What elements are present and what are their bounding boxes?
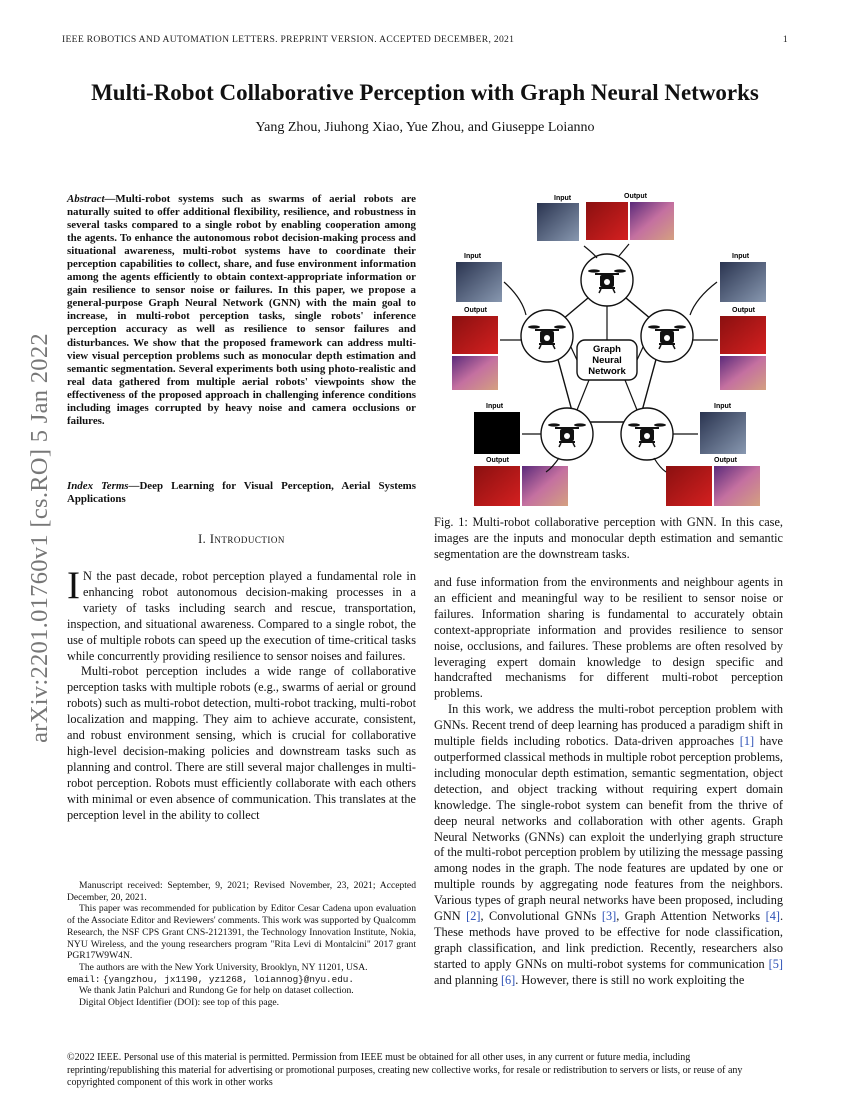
citation-link-6[interactable]: [6] — [500, 972, 516, 987]
citation-link-4[interactable]: [4] — [765, 909, 780, 924]
seg-output-left — [452, 356, 498, 390]
abstract — [67, 193, 416, 428]
citation-link-3[interactable]: [3] — [601, 909, 617, 924]
output-label-left: Output — [464, 307, 487, 314]
arrow-br-out — [654, 458, 666, 472]
depth-output-top — [586, 202, 628, 240]
arrow-left-in — [504, 282, 526, 315]
input-image-bl-occluded — [474, 412, 520, 454]
footnote-affiliation: The authors are with the New York University, Brooklyn, NY 11201, USA. — [79, 961, 368, 973]
drop-cap: I — [67, 564, 80, 607]
output-label-top: Output — [624, 193, 647, 200]
paper-title: Multi-Robot Collaborative Perception with Graph Neural Networks — [91, 80, 759, 105]
rp2-g: . However, there is still no work exploiting the — [515, 972, 745, 987]
depth-output-br — [666, 466, 712, 506]
rp2-a: In this work, we address the multi-robot perception problem with GNNs. Recent trend of deep learning has produced a paradigm shift in multiple fields including robotics. Data-driven approaches — [434, 702, 783, 749]
footnote-email — [67, 974, 416, 986]
intro-p1-text: N the past decade, robot perception played a fundamental role in enhancing robot autonomous decision-making processes in a variety of tasks including search and rescue, transportation, inspection, and situational awareness. Compared to a single robot, the use of multiple robots can speed up the execution of time-critical tasks while concurrently providing resilience to sensor noises and failures. — [67, 569, 416, 663]
drone-node-left — [521, 310, 573, 362]
seg-output-top — [630, 202, 674, 240]
abstract-text: —Multi-robot systems such as swarms of aerial robots are naturally suited to offer additional flexibility, resilience, and robustness in several tasks compared to a single robot by enabling cooperation among the agents. To enhance the autonomous robot decision-making process and situational awareness, multi-robot systems have to coordinate their perception capabilities to collect, share, and fuse environment information among the agents efficiently to obtain context-appropriate information or gain resilience to sensor noise or failures. In this paper, we propose a general-purpose Graph Neural Network (GNN) with the main goal to increase, in multi-robot perception tasks, single robots' inference perception accuracy as well as resilience to sensor failures and disturbances. We show that the proposed framework can address multi-view visual perception problems such as monocular depth estimation and semantic segmentation. Several experiments both using photo-realistic and real data gathered from multiple aerial robots' viewpoints show the effectiveness of the proposed approach in challenging inference conditions including images corrupted by heavy noise and camera occlusions or failures. — [67, 193, 416, 427]
input-image-top — [537, 203, 579, 241]
figure-caption: Fig. 1: Multi-robot collaborative perception with GNN. In this case, images are the inputs and monocular depth estimation and semantic segmentation are the downstream tasks. — [434, 515, 783, 561]
seg-output-br — [714, 466, 760, 506]
arxiv-id: arXiv:2201.01760v1 [cs.RO] 5 Jan 2022 — [26, 333, 53, 743]
running-header-text: IEEE ROBOTICS AND AUTOMATION LETTERS. PREPRINT VERSION. ACCEPTED DECEMBER, 2021 — [62, 34, 515, 45]
seg-output-bl — [522, 466, 568, 506]
arrow-top-in — [584, 246, 597, 258]
gnn-label-3: Network — [588, 366, 626, 377]
input-label-br: Input — [714, 403, 732, 410]
right-paragraph-1: and fuse information from the environments and neighbour agents in an efficient and meaningful way to be resilient to sensor noise or failures. Information sharing is fundamental to accurately obtain context-appropriate information and provides resilience to sensor noise, occlusions, and failures. These problems are often resolved by leveraging expert domain knowledge to design specific and handcrafted mechanisms for different multi-robot perception problems. — [434, 575, 783, 701]
arrow-top-out — [619, 244, 629, 256]
email-label: email: — [67, 973, 101, 985]
footnote-funding: This paper was recommended for publication by Editor Cesar Cadena upon evaluation of the Associate Editor and Reviewers' comments. This work was supported by Qualcomm Research, the NSF CPS Grant CNS-2121391, the Technology Innovation Institute, Nokia, NYU Wireless, and the young researchers program "Rita Levi di Montalcini" 2017 grant PGR17W9W4N. — [67, 903, 416, 962]
depth-output-left — [452, 316, 498, 354]
drone-node-bottom-right — [621, 408, 673, 460]
footnotes — [67, 880, 416, 1009]
citation-link-5[interactable]: [5] — [768, 956, 783, 971]
input-image-right — [720, 262, 766, 302]
index-terms — [67, 480, 416, 506]
section-title: Introduction — [209, 532, 285, 546]
section-number: I. — [198, 532, 207, 546]
input-image-br — [700, 412, 746, 454]
input-label-bl: Input — [486, 403, 504, 410]
drone-node-right — [641, 310, 693, 362]
rp2-b: have outperformed classical methods in multiple robot perception problems, including monocular depth estimation, semantic segmentation, object detection, and object tracking without requiring expert domain knowledge. The single-robot system can benefit from the thrive of deep neural networks and collaboration with other agents. Graph Neural Networks (GNNs) can exploit the underlying graph structure of the multi-robot perception problem by utilizing the message passing among nodes in the graph. The node features are updated by one or multiple rounds by aggregating node features from the neighbors. Various types of graph neural networks have been proposed, including GNN — [434, 734, 784, 924]
footnote-doi: Digital Object Identifier (DOI): see top of this page. — [79, 997, 280, 1009]
rp2-d: , Graph Attention Networks — [616, 909, 766, 924]
output-label-bl: Output — [486, 457, 509, 464]
seg-output-right — [720, 356, 766, 390]
copyright-notice: ©2022 IEEE. Personal use of this material is permitted. Permission from IEEE must be obtained for all other uses, in any current or future media, including reprinting/republishing this material for advertising or promotional purposes, creating new collective works, for resale or redistribution to servers or lists, or reuse of any copyrighted component of this work in other works — [67, 1052, 743, 1088]
section-heading — [67, 532, 416, 547]
citation-link-2[interactable]: [2] — [466, 909, 481, 924]
drone-node-top — [581, 254, 633, 306]
drone-node-bottom-left — [541, 408, 593, 460]
intro-paragraph-2: Multi-robot perception includes a wide range of collaborative perception tasks with multiple robots (e.g., swarms of aerial or ground robots) such as multi-robot detection, multi-robot tracking, multi-robot localization and mapping. They aim to achieve accurate, consistent, and robust environment sensing, which is crucial for collaborative high-level decision-making policies and downstream tasks such as planning and control. There are still several major challenges in multi-robot perception. Robots must efficiently collaborate with each others with minimal or even absence of communication. This translates at the perception level in the ability to collect — [67, 664, 416, 822]
input-image-left — [456, 262, 502, 302]
gnn-label-1: Graph — [593, 344, 621, 355]
output-label-br: Output — [714, 457, 737, 464]
input-label-top: Input — [554, 195, 572, 202]
rp2-e: . These methods have proved to be effective for node classification, graph classification, and link prediction. Recently, researchers also started to apply GNNs on multi-robot systems for communication — [434, 909, 784, 971]
footnote-received: Manuscript received: September, 9, 2021; Revised November, 23, 2021; Accepted December, 20, 2021. — [67, 880, 416, 903]
depth-output-right — [720, 316, 766, 354]
arxiv-side-label — [18, 298, 62, 778]
gnn-diagram — [434, 190, 783, 512]
introduction-body — [67, 564, 416, 824]
input-label-left: Input — [464, 253, 482, 260]
index-terms-text: —Deep Learning for Visual Perception, Aerial Systems Applications — [67, 480, 416, 506]
footnote-thanks: We thank Jatin Palchuri and Rundong Ge for help on dataset collection. — [79, 985, 354, 997]
figure-1 — [434, 190, 783, 512]
rp2-c: , Convolutional GNNs — [480, 909, 602, 924]
email-address: {yangzhou, jx1190, yz1268, loiannog}@nyu.edu. — [102, 973, 354, 985]
input-label-right: Input — [732, 253, 750, 260]
intro-paragraph-1 — [67, 564, 416, 664]
abstract-label: Abstract — [67, 193, 105, 205]
gnn-label-2: Neural — [592, 355, 622, 366]
right-paragraph-2 — [434, 702, 783, 988]
citation-link-1[interactable]: [1] — [739, 734, 755, 749]
index-terms-label: Index Terms — [67, 480, 129, 492]
arrow-right-in — [690, 282, 717, 315]
rp2-f: and planning — [434, 972, 501, 987]
depth-output-bl — [474, 466, 520, 506]
running-header — [62, 34, 788, 45]
page-number: 1 — [782, 34, 788, 45]
paper-authors: Yang Zhou, Jiuhong Xiao, Yue Zhou, and Giuseppe Loianno — [255, 120, 595, 135]
right-column-body — [434, 575, 783, 989]
output-label-right: Output — [732, 307, 755, 314]
